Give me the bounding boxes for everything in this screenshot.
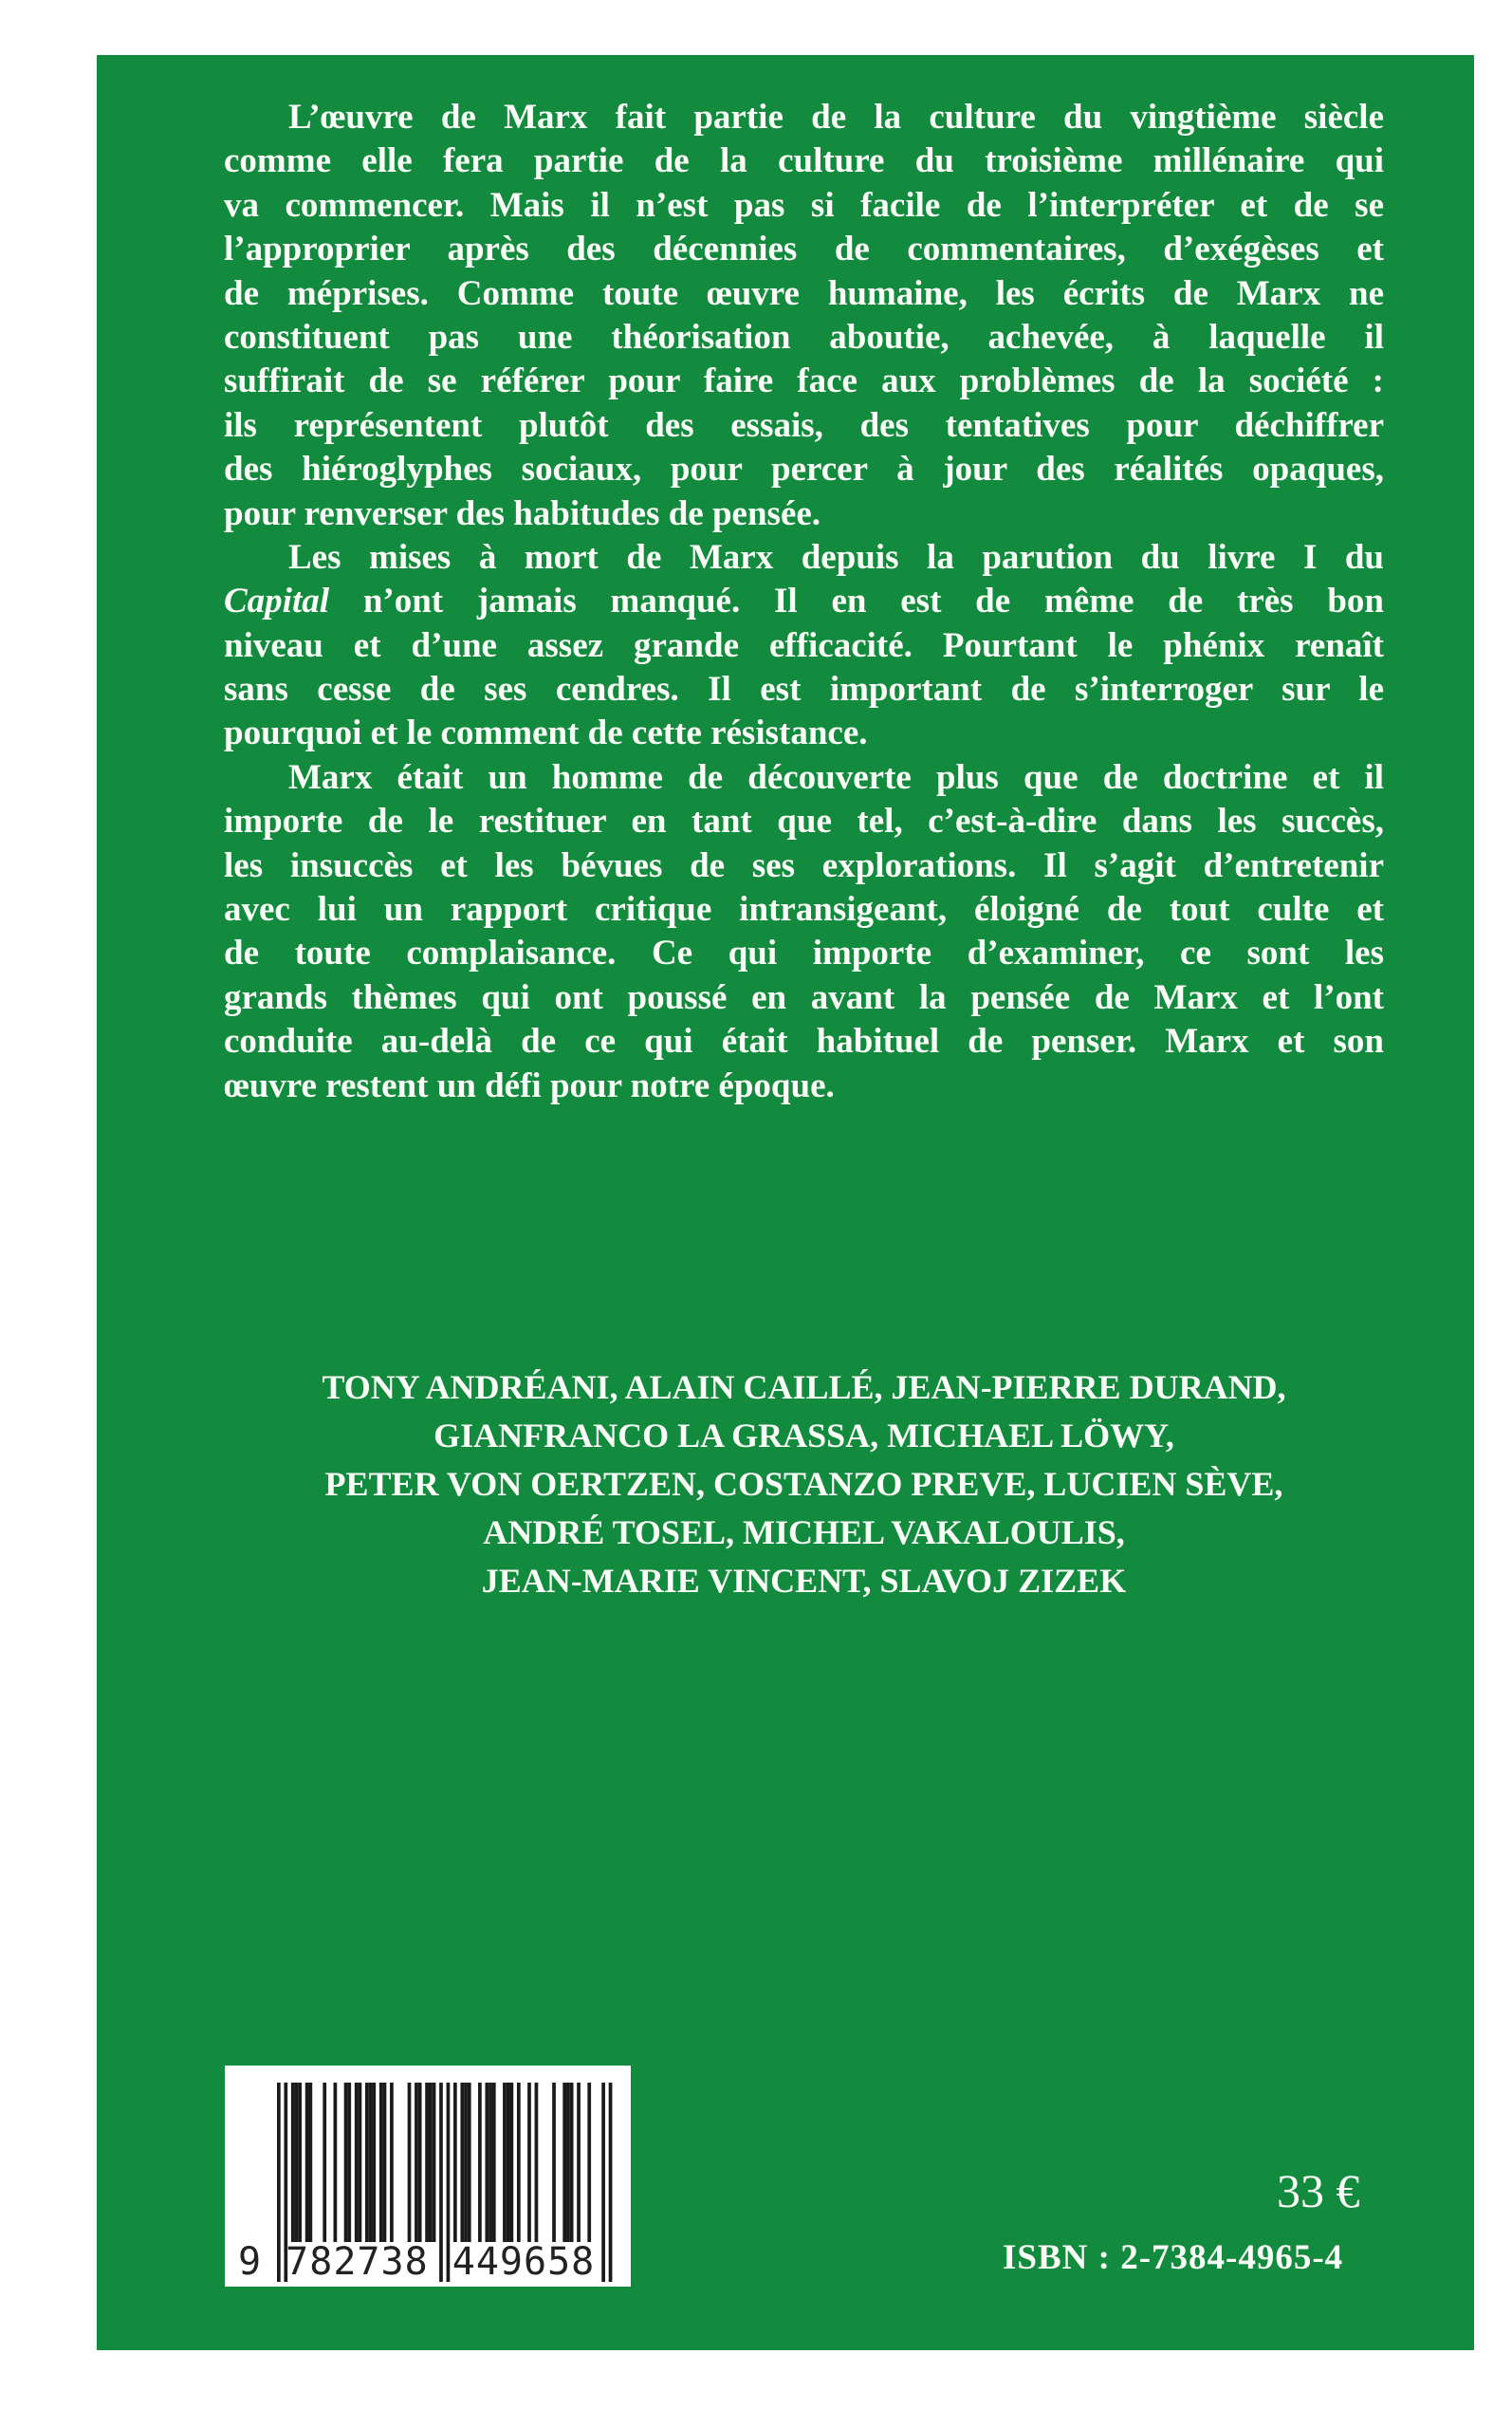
- price: 33 €: [1277, 2164, 1360, 2217]
- blurb-line: [224, 448, 1384, 491]
- blurb-line: [224, 316, 1384, 360]
- barcode-bar: [433, 2083, 436, 2242]
- blurb-line-text: Les mises à mort de Marx depuis la parution du livre I du: [288, 537, 1384, 577]
- blurb-line-text: de méprises. Comme toute œuvre humaine, les écrits de Marx ne: [224, 273, 1384, 313]
- barcode-bar: [369, 2083, 373, 2242]
- blurb-line-text: des hiéroglyphes sociaux, pour percer à jour des réalités opaques,: [224, 450, 1384, 490]
- barcode-bar: [359, 2083, 362, 2242]
- barcode-bar: [478, 2083, 482, 2242]
- barcode-bar: [527, 2083, 531, 2242]
- blurb-line-text: sans cesse de ses cendres. Il est important de s’interroger sur le: [224, 670, 1384, 710]
- blurb-line-text: œuvre restent un défi pour notre époque.: [224, 1066, 835, 1105]
- blurb-italic-title: Capital: [224, 582, 330, 621]
- barcode-bar: [390, 2083, 394, 2242]
- author-line: JEAN-MARIE VINCENT, SLAVOJ ZIZEK: [481, 1562, 1127, 1600]
- barcode-bar: [334, 2083, 338, 2242]
- barcode-bar: [510, 2083, 514, 2242]
- blurb-line: [224, 1020, 1384, 1064]
- blurb-line: [224, 888, 1384, 932]
- barcode-bar: [570, 2083, 574, 2242]
- blurb-line: [224, 272, 1384, 316]
- author-line: PETER VON OERTZEN, COSTANZO PREVE, LUCIEN SÈVE,: [324, 1465, 1283, 1503]
- barcode-bar: [344, 2083, 348, 2242]
- blurb-line: [224, 96, 1384, 139]
- barcode-bar: [365, 2083, 369, 2242]
- blurb-line-text: niveau et d’une assez grande efficacité. Pourtant le phénix renaît: [224, 625, 1384, 665]
- blurb-line-text: importe de le restituer en tant que tel, c’est-à-dire dans les succès,: [224, 802, 1384, 842]
- blurb-line-text: va commencer. Mais il n’est pas si facile de l’interpréter et de se: [224, 185, 1384, 225]
- blurb-line-text: comme elle fera partie de la culture du troisième millénaire qui: [224, 141, 1384, 181]
- blurb-line: [224, 668, 1384, 712]
- blurb-line-text: suffirait de se référer pour faire face aux problèmes de la société :: [224, 361, 1384, 401]
- blurb-line-text: ils représentent plutôt des essais, des tentatives pour déchiffrer: [224, 405, 1384, 445]
- barcode-bar: [566, 2083, 570, 2242]
- barcode-bar: [503, 2083, 507, 2242]
- barcode-bar: [552, 2083, 556, 2242]
- blurb-line: [224, 580, 1384, 623]
- barcode-bar: [492, 2083, 496, 2242]
- author-line: ANDRÉ TOSEL, MICHEL VAKALOULIS,: [483, 1513, 1125, 1551]
- blurb-line: [224, 712, 1384, 755]
- barcode-bar: [562, 2083, 566, 2242]
- barcode-bar: [298, 2083, 302, 2242]
- barcode-bar: [429, 2083, 433, 2242]
- isbn: ISBN : 2-7384-4965-4: [1003, 2238, 1344, 2277]
- barcode-bar: [379, 2083, 383, 2242]
- barcode-bar: [609, 2083, 613, 2282]
- blurb-line-text: pour renverser des habitudes de pensée.: [224, 493, 821, 533]
- blurb-line-text: les insuccès et les bévues de ses explorations. Il s’agit d’entretenir: [224, 845, 1384, 885]
- blurb-line: [224, 492, 1384, 536]
- barcode-bar: [507, 2083, 510, 2242]
- blurb-line-text: Marx était un homme de découverte plus que de doctrine et il: [288, 757, 1384, 797]
- blurb-line-text: l’approprier après des décennies de commentaires, d’exégèses et: [224, 230, 1384, 269]
- blurb-line-text: pourquoi et le comment de cette résistance.: [224, 713, 868, 753]
- author-line: GIANFRANCO LA GRASSA, MICHAEL LÖWY,: [433, 1417, 1174, 1455]
- barcode-bar: [291, 2083, 295, 2242]
- blurb-line: [224, 404, 1384, 448]
- blurb-line: [224, 1065, 1384, 1108]
- blurb-line-text: conduite au-delà de ce qui était habituel de penser. Marx et son: [224, 1022, 1384, 1062]
- barcode-bar: [383, 2083, 387, 2242]
- blurb-text: [224, 96, 1384, 1108]
- blurb-line: [224, 184, 1384, 228]
- blurb-line: [224, 360, 1384, 403]
- blurb-line: [224, 844, 1384, 888]
- blurb-line: [224, 932, 1384, 975]
- barcode-bar: [485, 2083, 489, 2242]
- barcode-bar: [347, 2083, 351, 2242]
- blurb-line-text: de toute complaisance. Ce qui importe d’examiner, ce sont les: [224, 934, 1384, 973]
- barcode-bar: [453, 2083, 457, 2242]
- blurb-line-text: constituent pas une théorisation aboutie, achevée, à laquelle il: [224, 317, 1384, 357]
- blurb-line-text: avec lui un rapport critique intransigeant, éloigné de tout culte et: [224, 890, 1384, 930]
- barcode-bar: [355, 2083, 359, 2242]
- blurb-line: [224, 756, 1384, 800]
- blurb-line-text: n’ont jamais manqué. Il en est de même de très bon: [329, 582, 1384, 621]
- barcode-bar: [464, 2083, 468, 2242]
- barcode-bar: [418, 2083, 422, 2242]
- blurb-line: [224, 139, 1384, 183]
- barcode-bar: [601, 2083, 605, 2282]
- barcode: [225, 2066, 631, 2287]
- author-line: TONY ANDRÉANI, ALAIN CAILLÉ, JEAN-PIERRE DURAND,: [322, 1368, 1286, 1406]
- barcode-bar: [489, 2083, 492, 2242]
- barcode-bar: [295, 2083, 299, 2242]
- barcode-bar: [468, 2083, 471, 2242]
- barcode-bar: [460, 2083, 464, 2242]
- barcode-bar: [323, 2083, 326, 2242]
- blurb-line: [224, 536, 1384, 580]
- blurb-line: [224, 976, 1384, 1020]
- authors-list: [224, 1363, 1384, 1605]
- barcode-bar: [587, 2083, 591, 2242]
- barcode-digits: 9 782738 449658: [238, 2240, 596, 2284]
- barcode-bar: [535, 2083, 539, 2242]
- blurb-line: [224, 800, 1384, 843]
- blurb-line-text: grands thèmes qui ont poussé en avant la pensée de Marx et l’ont: [224, 977, 1384, 1017]
- blurb-line-text: L’œuvre de Marx fait partie de la culture du vingtième siècle: [288, 98, 1384, 137]
- barcode-bar: [415, 2083, 418, 2242]
- barcode-bar: [308, 2083, 312, 2242]
- barcode-bar: [305, 2083, 309, 2242]
- barcode-bar: [408, 2083, 412, 2242]
- barcode-bar: [425, 2083, 429, 2242]
- blurb-line: [224, 228, 1384, 271]
- blurb-line: [224, 624, 1384, 668]
- barcode-bar: [372, 2083, 376, 2242]
- barcode-bar: [577, 2083, 581, 2242]
- barcode-bar: [517, 2083, 521, 2242]
